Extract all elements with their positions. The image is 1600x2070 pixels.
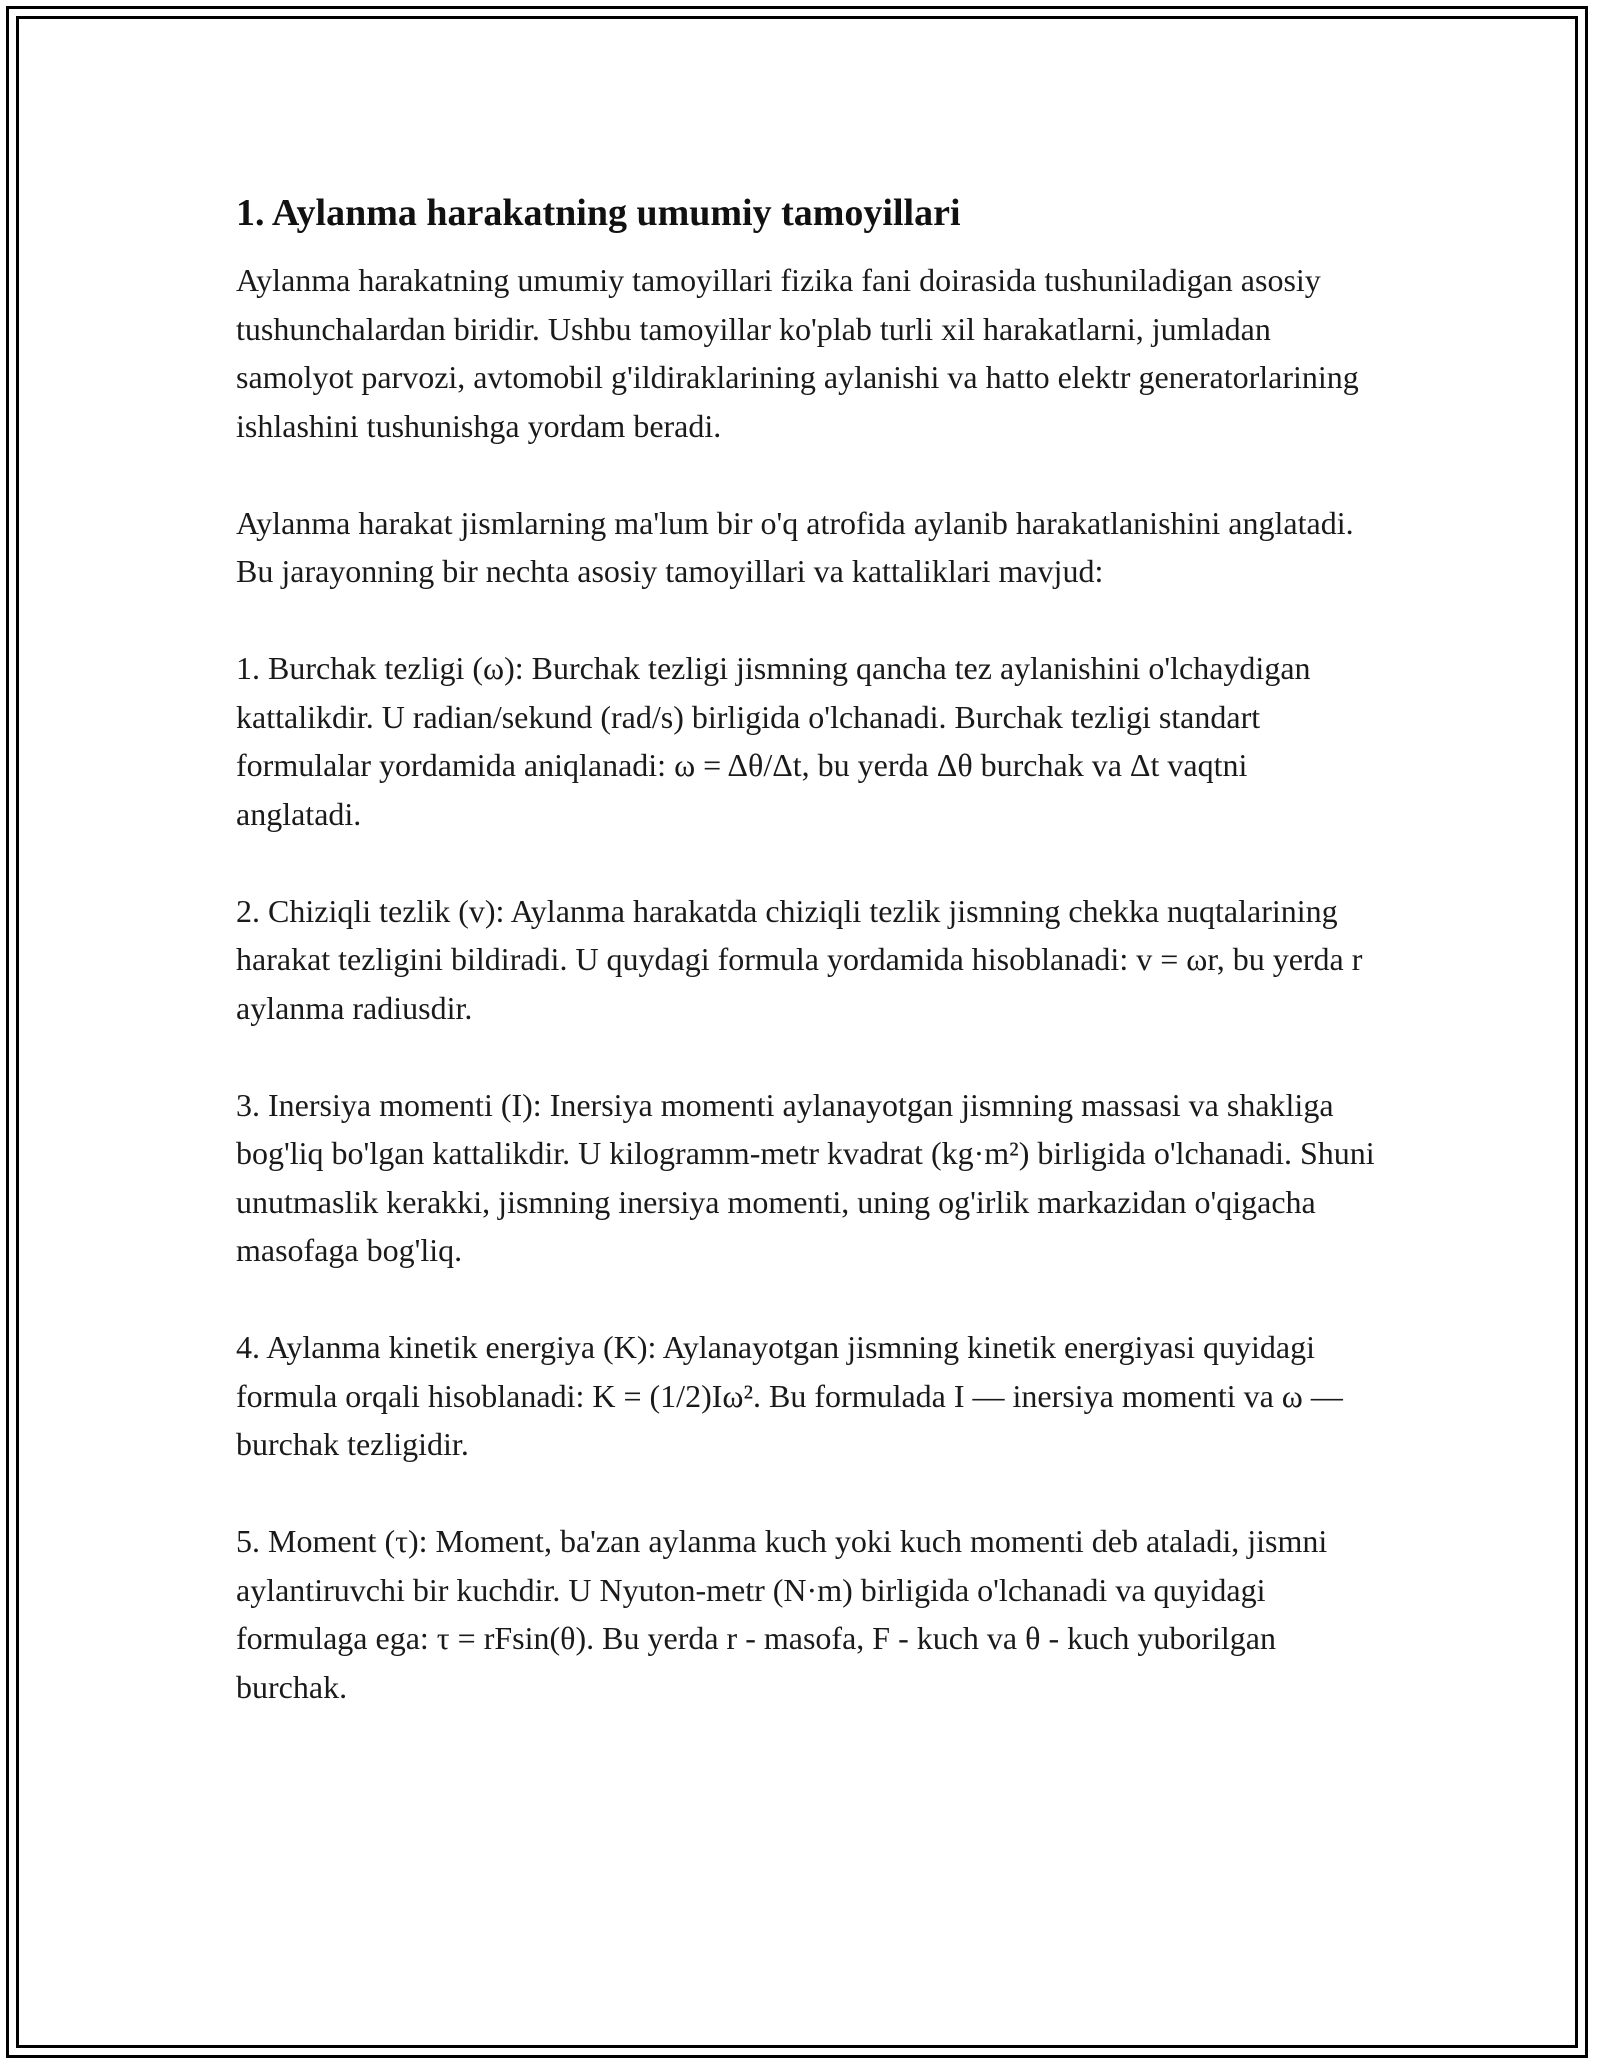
linear-velocity-paragraph: 2. Chiziqli tezlik (v): Aylanma harakatda chiziqli tezlik jismning chekka nuqtalarining harakat tezligini bildiradi. U quydagi formula yordamida hisoblanadi: v = ωr, bu yerda r aylanma radiusdir. [236,892,1363,1026]
document-body [236,188,1376,1711]
torque-paragraph: 5. Moment (τ): Moment, ba'zan aylanma kuch yoki kuch momenti deb ataladi, jismni aylantiruvchi bir kuchdir. U Nyuton-metr (N·m) birligida o'lchanadi va quyidagi formulaga ega: τ = rFsin(θ). Bu yerda r - masofa, F - kuch va θ - kuch yuborilgan burchak. [236,1523,1328,1705]
definition-paragraph: Aylanma harakat jismlarning ma'lum bir o'q atrofida aylanib harakatlanishini anglatadi. Bu jarayonning bir nechta asosiy tamoyillari va kattaliklari mavjud: [236,504,1354,589]
angular-velocity-paragraph: 1. Burchak tezligi (ω): Burchak tezligi jismning qancha tez aylanishini o'lchaydigan kattalikdir. U radian/sekund (rad/s) birligida o'lchanadi. Burchak tezligi standart formulalar yordamida aniqlanadi: ω = Δθ/Δt, bu yerda Δθ burchak va Δt vaqtni anglatadi. [236,650,1311,832]
rotational-kinetic-energy-paragraph: 4. Aylanma kinetik energiya (K): Aylanayotgan jismning kinetik energiyasi quyidagi formula orqali hisoblanadi: K = (1/2)Iω². Bu formulada I — inersiya momenti va ω — burchak tezligidir. [236,1329,1343,1462]
section-heading: 1. Aylanma harakatning umumiy tamoyillari [236,192,961,234]
moment-of-inertia-paragraph: 3. Inersiya momenti (I): Inersiya momenti aylanayotgan jismning massasi va shakliga bog'liq bo'lgan kattalikdir. U kilogramm-metr kvadrat (kg·m²) birligida o'lchanadi. Shuni unutmaslik kerakki, jismning inersiya momenti, uning og'irlik markazidan o'qigacha masofaga bog'liq. [236,1086,1375,1268]
intro-paragraph: Aylanma harakatning umumiy tamoyillari fizika fani doirasida tushuniladigan asosiy tushunchalardan biridir. Ushbu tamoyillar ko'plab turli xil harakatlarni, jumladan samolyot parvozi, avtomobil g'ildiraklarining aylanishi va hatto elektr generatorlarining ishlashini tushunishga yordam beradi. [236,262,1359,444]
